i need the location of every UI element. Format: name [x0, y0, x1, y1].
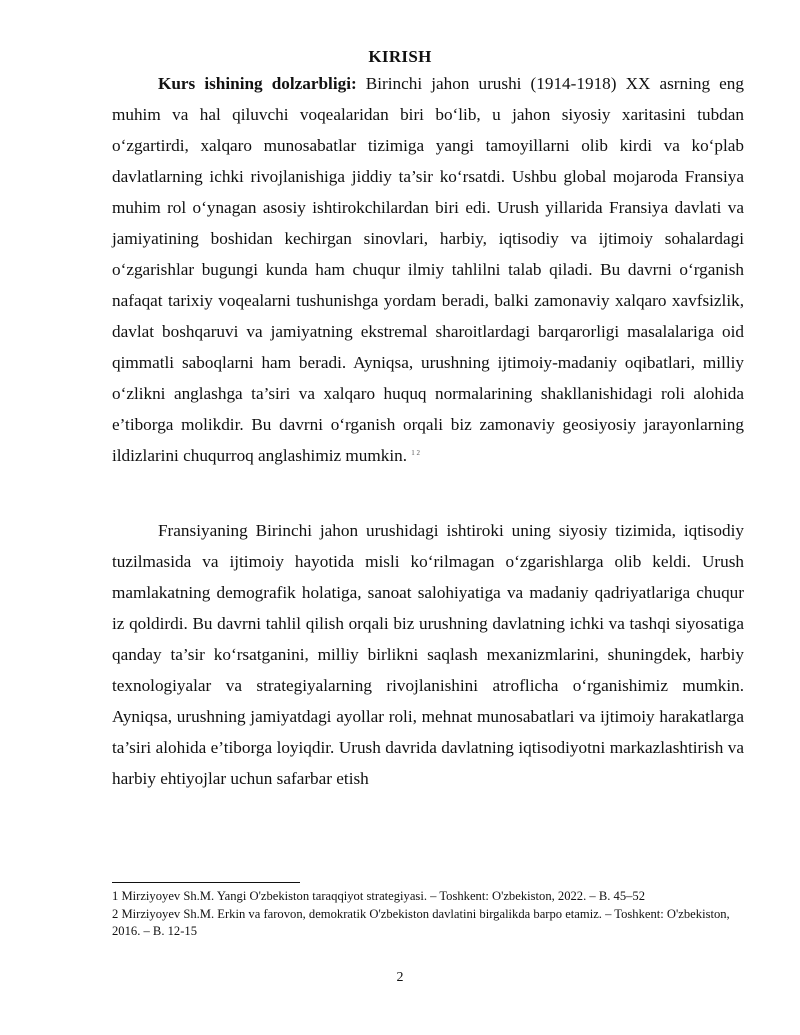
- footnote-separator: [112, 882, 300, 883]
- paragraph-text: Birinchi jahon urushi (1914-1918) XX asrning eng muhim va hal qiluvchi voqealaridan biri bo‘lib, u jahon siyosiy xaritasini tubdan o‘zgartirdi, xalqaro munosabatlar tizimiga yangi tamoyillarni olib kirdi va ko‘plab davlatlarning ichki rivojlanishiga jiddiy ta’sir ko‘rsatdi. Ushbu global mojaroda Fransiya muhim rol o‘ynagan asosiy ishtirokchilardan biri edi. Urush yillarida Fransiya davlati va jamiyatining boshidan kechirgan sinovlari, harbiy, iqtisodiy va ijtimoiy sohalardagi o‘zgarishlar bugungi kunda ham chuqur ilmiy tahlilni talab qiladi. Bu davrni o‘rganish nafaqat tarixiy voqealarni tushunishga yordam beradi, balki zamonaviy xalqaro xavfsizlik, davlat boshqaruvi va jamiyatning ekstremal sharoitlardagi barqarorligi masalalariga oid qimmatli saboqlarni ham beradi. Ayniqsa, urushning ijtimoiy-madaniy oqibatlari, milliy o‘zlikni anglashga ta’siri va xalqaro huquq normalarining shakllanishidagi roli alohida e’tiborga molikdir. Bu davrni o‘rganish orqali biz zamonaviy geosiyosiy jarayonlarning ildizlarini chuqurroq anglashimiz mumkin.: [112, 74, 744, 465]
- section-heading: KIRISH: [368, 47, 432, 66]
- paragraph-text: Fransiyaning Birinchi jahon urushidagi ishtiroki uning siyosiy tizimida, iqtisodiy tuzilmasida va ijtimoiy hayotida misli ko‘rilmagan o‘zgarishlarga olib keldi. Urush mamlakatning demografik holatiga, sanoat salohiyatiga va madaniy qadriyatlariga chuqur iz qoldirdi. Bu davrni tahlil qilish orqali biz urushning davlatning ichki va tashqi siyosatiga qanday ta’sir ko‘rsatganini, milliy birlikni saqlash mexanizmlarini, shuningdek, harbiy texnologiyalar va strategiyalarning rivojlanishini atroflicha o‘rganishimiz mumkin. Ayniqsa, urushning jamiyatdagi ayollar roli, mehnat munosabatlari va ijtimoiy harakatlarga ta’siri alohida e’tiborga loyiqdir. Urush davrida davlatning iqtisodiyotni markazlashtirish va harbiy ehtiyojlar uchun safarbar etish: [112, 521, 744, 788]
- paragraph-lead: Kurs ishining dolzarbligi:: [158, 74, 357, 93]
- page-number: 2: [396, 970, 404, 985]
- footnote-item: 2 Mirziyoyev Sh.M. Erkin va farovon, demokratik O'zbekiston davlatini birgalikda barpo etamiz. – Toshkent: O'zbekiston, 2016. – B. 12-15: [112, 906, 730, 938]
- paragraph-france-participation: [112, 515, 744, 794]
- paragraph-relevance: [112, 68, 744, 471]
- footnote-reference[interactable]: 1 2: [411, 449, 421, 457]
- footnotes: [112, 888, 752, 941]
- footnote-item: 1 Mirziyoyev Sh.M. Yangi O'zbekiston taraqqiyot strategiyasi. – Toshkent: O'zbekiston, 2022. – B. 45–52: [112, 889, 646, 903]
